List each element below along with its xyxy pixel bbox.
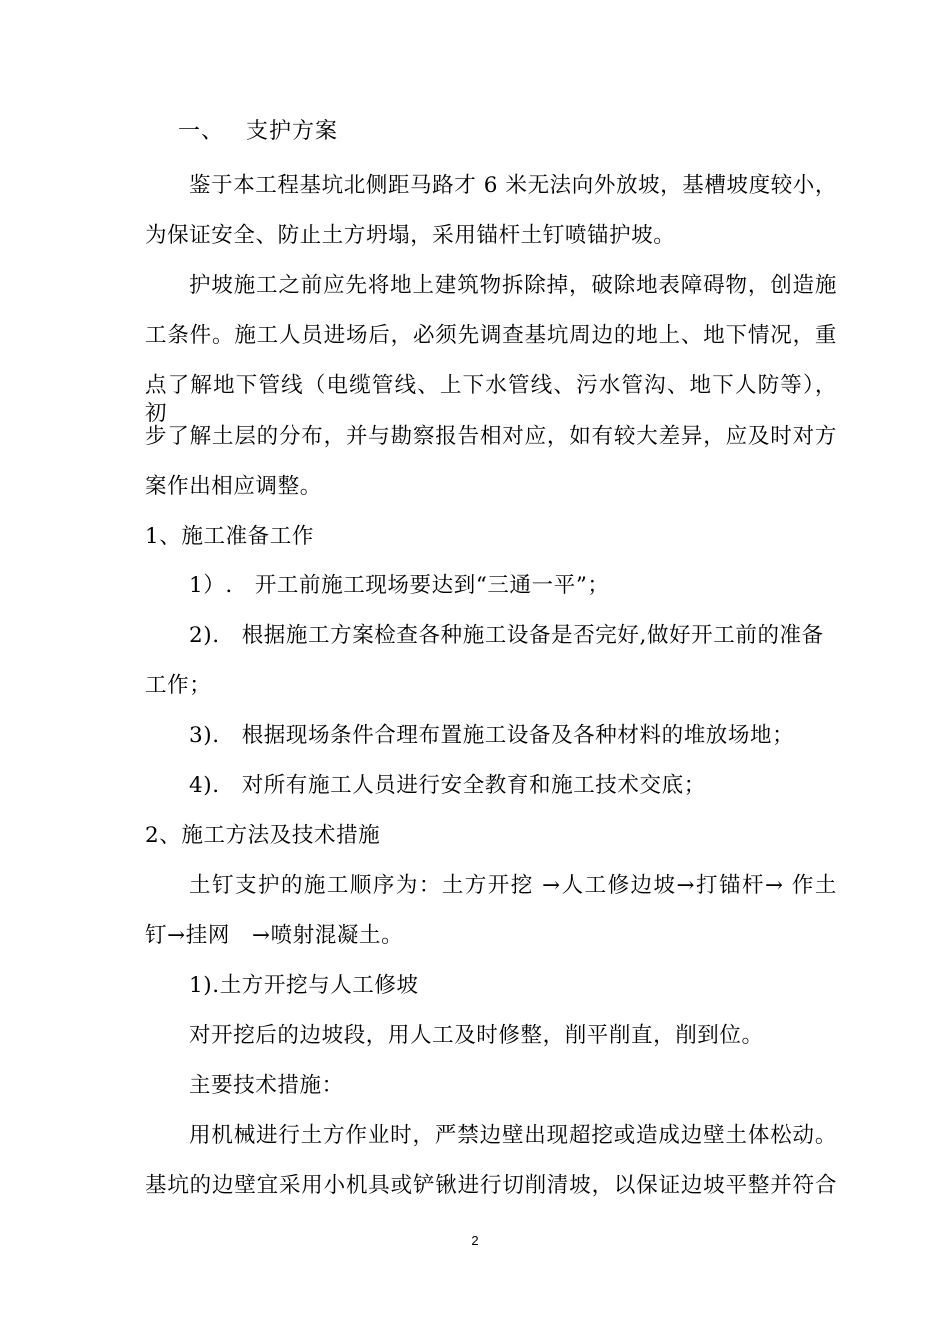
paragraph-2-line-2: 工条件。施工人员进场后，必须先调查基坑周边的地上、地下情况，重 [145,323,837,348]
heading-title: 支护方案 [246,119,339,144]
paragraph-2-line-1: 护坡施工之前应先将地上建筑物拆除掉，破除地表障碍物，创造施 [189,273,837,298]
section-heading [178,118,338,146]
list-item-text: 根据现场条件合理布置施工设备及各种材料的堆放场地； [241,723,795,748]
subsection-1-paragraph-2: 主要技术措施： [189,1073,344,1098]
list-item-2-continuation: 工作； [145,673,212,698]
list-item-number: 2). [189,623,220,648]
list-item-text: 对所有施工人员进行安全教育和施工技术交底； [241,773,706,798]
section-2-title: 2、施工方法及技术措施 [145,823,381,848]
heading-number: 一、 [178,119,225,144]
list-item-text: 开工前施工现场要达到“三通一平”； [254,573,610,598]
list-item-number: 3). [189,723,220,748]
paragraph-1-line-1: 鉴于本工程基坑北侧距马路才 6 米无法向外放坡，基槽坡度较小， [189,173,837,198]
list-item-text: 根据施工方案检查各种施工设备是否完好,做好开工前的准备 [241,623,824,648]
list-item-1 [189,572,610,600]
paragraph-1-line-2: 为保证安全、防止土方坍塌，采用锚杆土钉喷锚护坡。 [145,223,676,248]
subsection-1-paragraph-3-line-2: 基坑的边壁宜采用小机具或铲锹进行切削清坡，以保证边坡平整并符合 [145,1173,837,1198]
subsection-1-paragraph-3-line-1: 用机械进行土方作业时，严禁边壁出现超挖或造成边壁土体松动。 [189,1123,837,1148]
page-number: 2 [471,1233,479,1248]
subsection-1-title: 1).土方开挖与人工修坡 [189,973,419,998]
section-1-title: 1、施工准备工作 [145,524,314,549]
paragraph-2-line-5: 案作出相应调整。 [145,474,322,499]
list-item-number: 1）. [189,573,233,598]
subsection-1-paragraph-1: 对开挖后的边坡段，用人工及时修整，削平削直，削到位。 [189,1023,764,1048]
list-item-3 [189,722,794,750]
paragraph-2-line-3: 点了解地下管线（电缆管线、上下水管线、污水管沟、地下人防等），初 [145,373,837,426]
list-item-number: 4). [189,773,220,798]
sequence-line-2: 钉→挂网 →喷射混凝土。 [145,923,404,948]
sequence-line-1: 土钉支护的施工顺序为：土方开挖 →人工修边坡→打锚杆→ 作土 [189,873,837,898]
list-item-4 [189,772,706,800]
list-item-2 [189,622,824,650]
paragraph-2-line-4: 步了解土层的分布，并与勘察报告相对应，如有较大差异，应及时对方 [145,424,837,449]
